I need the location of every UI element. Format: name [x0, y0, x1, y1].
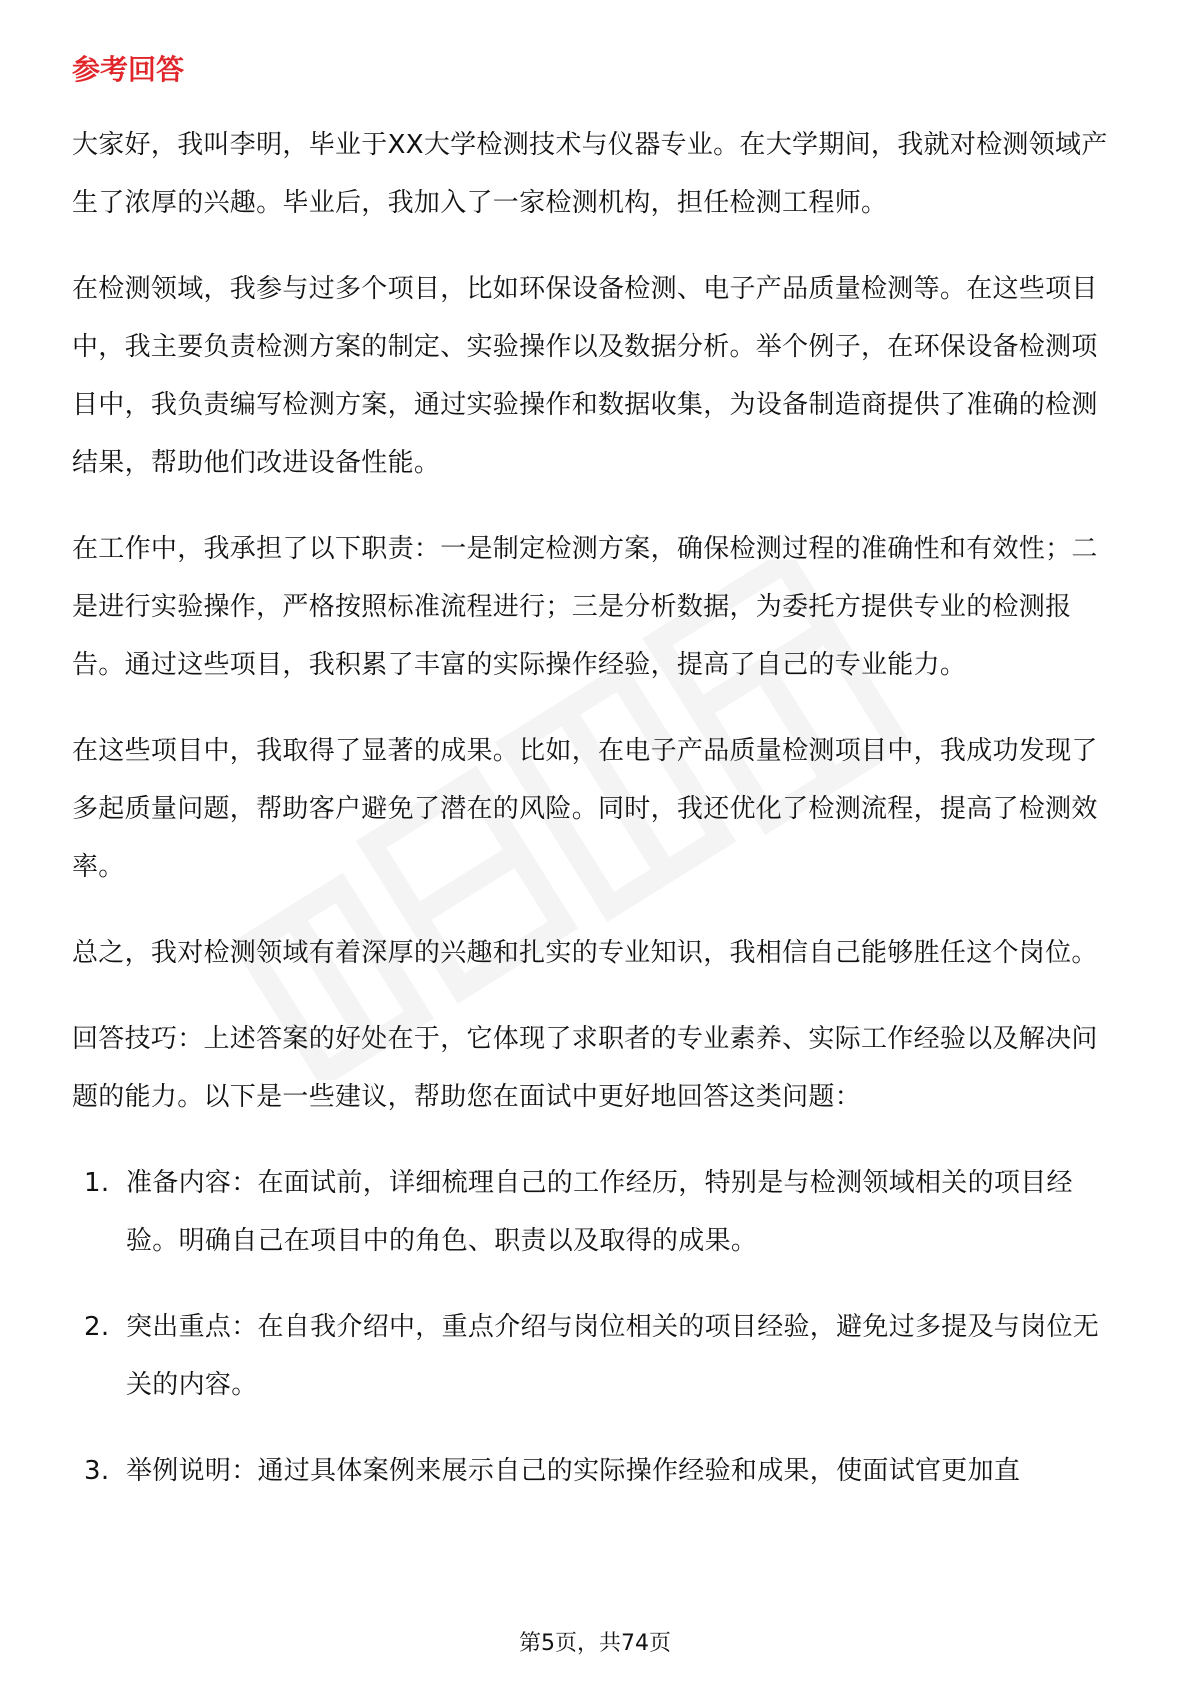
list-item	[72, 1442, 1122, 1500]
list-item	[72, 1154, 1122, 1270]
list-item-number: 2.	[84, 1312, 110, 1342]
section-title: 参考回答	[72, 53, 185, 86]
paragraph-tips-intro: 回答技巧：上述答案的好处在于，它体现了求职者的专业素养、实际工作经验以及解决问题的能力。以下是一些建议，帮助您在面试中更好地回答这类问题：	[72, 1024, 1098, 1112]
page-number: 第5页，共74页	[519, 1631, 671, 1656]
list-item-text: 准备内容：在面试前，详细梳理自己的工作经历，特别是与检测领域相关的项目经验。明确自己在项目中的角色、职责以及取得的成果。	[126, 1168, 1073, 1256]
paragraph-intro: 大家好，我叫李明，毕业于XX大学检测技术与仪器专业。在大学期间，我就对检测领域产生了浓厚的兴趣。毕业后，我加入了一家检测机构，担任检测工程师。	[72, 130, 1108, 218]
paragraph-achievements: 在这些项目中，我取得了显著的成果。比如，在电子产品质量检测项目中，我成功发现了多起质量问题，帮助客户避免了潜在的风险。同时，我还优化了检测流程，提高了检测效率。	[72, 736, 1098, 882]
list-item-number: 1.	[84, 1168, 110, 1198]
paragraph-summary: 总之，我对检测领域有着深厚的兴趣和扎实的专业知识，我相信自己能够胜任这个岗位。	[72, 938, 1098, 968]
tips-list	[72, 1154, 1122, 1500]
paragraph-projects: 在检测领域，我参与过多个项目，比如环保设备检测、电子产品质量检测等。在这些项目中，我主要负责检测方案的制定、实验操作以及数据分析。举个例子，在环保设备检测项目中，我负责编写检测方案，通过实验操作和数据收集，为设备制造商提供了准确的检测结果，帮助他们改进设备性能。	[72, 274, 1098, 478]
list-item-number: 3.	[84, 1456, 110, 1486]
list-item	[72, 1298, 1122, 1414]
paragraph-duties: 在工作中，我承担了以下职责：一是制定检测方案，确保检测过程的准确性和有效性；二是进行实验操作，严格按照标准流程进行；三是分析数据，为委托方提供专业的检测报告。通过这些项目，我积累了丰富的实际操作经验，提高了自己的专业能力。	[72, 534, 1098, 680]
list-item-text: 突出重点：在自我介绍中，重点介绍与岗位相关的项目经验，避免过多提及与岗位无关的内容。	[126, 1312, 1100, 1400]
answer-content	[72, 116, 1122, 1528]
list-item-text: 举例说明：通过具体案例来展示自己的实际操作经验和成果，使面试官更加直	[126, 1456, 1021, 1486]
